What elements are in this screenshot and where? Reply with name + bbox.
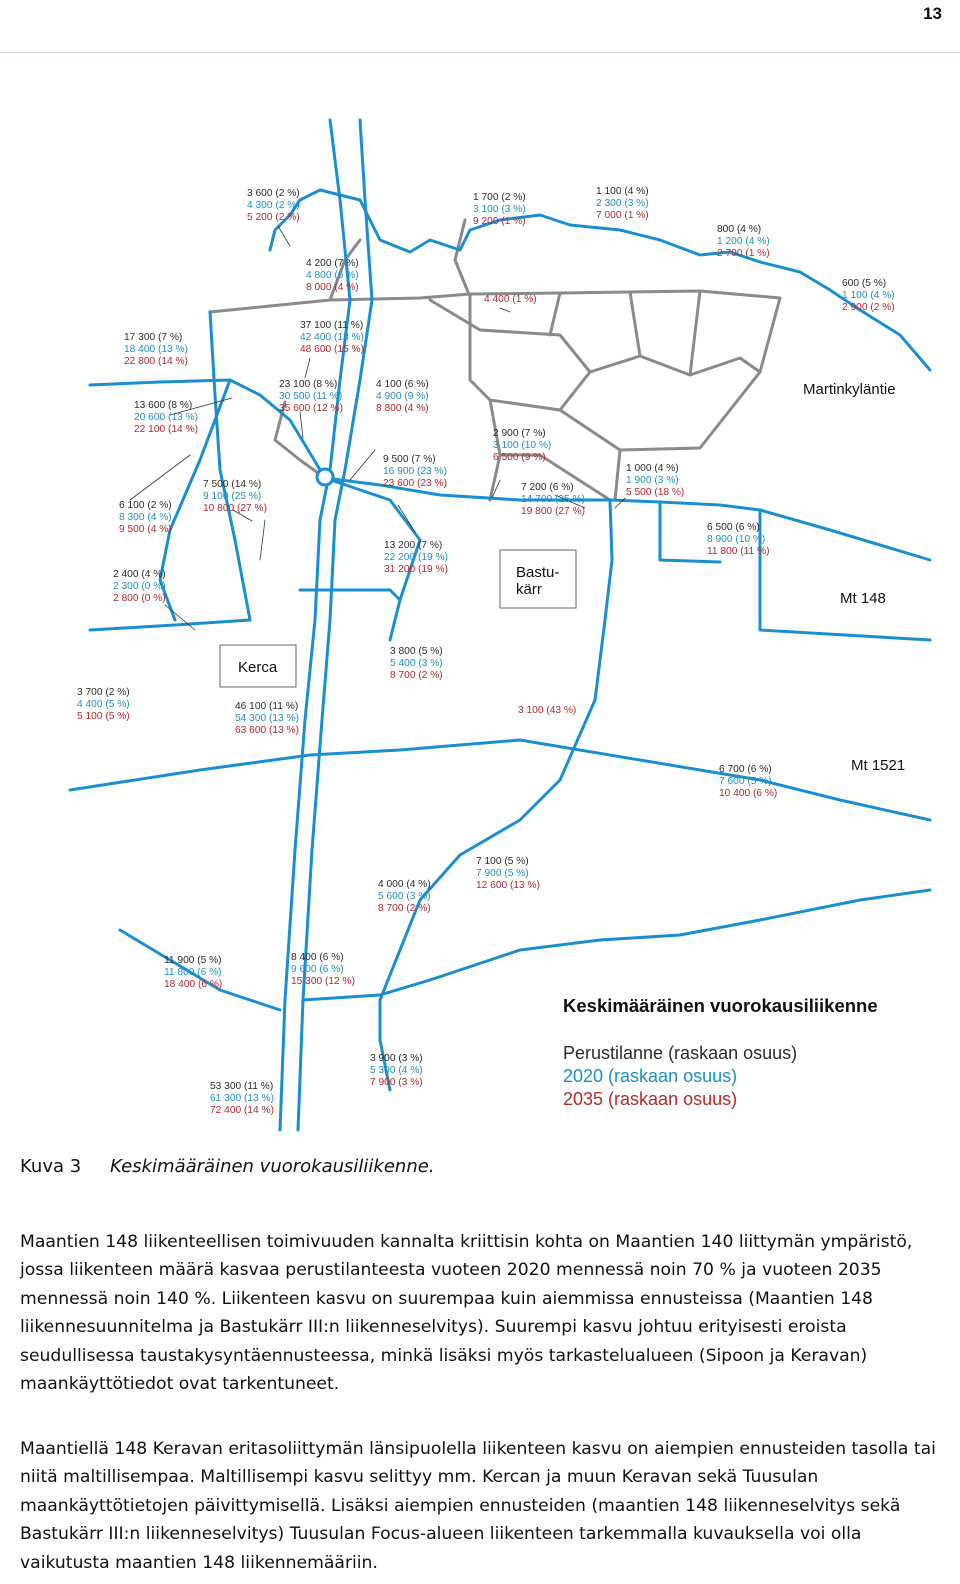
traffic-count-31-2020: 61 300 (13 %)	[210, 1093, 274, 1104]
traffic-count-10-2035: 8 800 (4 %)	[376, 403, 429, 414]
traffic-count-23-2035: 63 600 (13 %)	[235, 725, 299, 736]
traffic-count-13-2035: 23 600 (23 %)	[383, 478, 447, 489]
traffic-count-30-2020: 5 300 (4 %)	[370, 1065, 423, 1076]
traffic-count-7-2020: 18 400 (13 %)	[124, 344, 188, 355]
traffic-count-18-2020: 8 900 (10 %)	[707, 534, 766, 545]
traffic-count-2-2020: 2 300 (3 %)	[596, 198, 649, 209]
traffic-count-4-2020: 4 800 (6 %)	[306, 270, 359, 281]
traffic-count-29-base: 8 400 (6 %)	[291, 952, 344, 963]
traffic-count-11-2020: 20 600 (13 %)	[134, 412, 198, 423]
traffic-count-23-2020: 54 300 (13 %)	[235, 713, 299, 724]
legend-title: Keskimääräinen vuorokausiliikenne	[563, 995, 878, 1016]
traffic-count-31-2035: 72 400 (14 %)	[210, 1105, 274, 1116]
traffic-count-29-2035: 15 300 (12 %)	[291, 976, 355, 987]
traffic-count-16-2035: 19 800 (27 %)	[521, 506, 585, 517]
traffic-count-3-2020: 1 200 (4 %)	[717, 236, 770, 247]
place-bastukarr-line1: Bastu-	[516, 564, 560, 581]
legend	[563, 995, 878, 1109]
traffic-count-27-2035: 8 700 (2 %)	[378, 903, 431, 914]
place-bastukarr-line2: kärr	[516, 581, 542, 598]
traffic-count-7-2035: 22 800 (14 %)	[124, 356, 188, 367]
legend-2020: 2020 (raskaan osuus)	[563, 1066, 738, 1086]
traffic-count-15-2035: 10 800 (27 %)	[203, 503, 267, 514]
traffic-count-11-2035: 22 100 (14 %)	[134, 424, 198, 435]
traffic-count-28-2020: 11 800 (6 %)	[164, 967, 222, 978]
traffic-count-16-2020: 14 700 (25 %)	[521, 494, 585, 505]
traffic-count-29-2020: 9 600 (6 %)	[291, 964, 344, 975]
caption-text: Keskimääräinen vuorokausiliikenne.	[110, 1156, 435, 1177]
traffic-count-25-base: 6 700 (6 %)	[719, 764, 772, 775]
page-number: 13	[923, 4, 942, 23]
legend-base: Perustilanne (raskaan osuus)	[563, 1043, 798, 1063]
caption-number: Kuva 3	[20, 1156, 82, 1177]
traffic-count-28-base: 11 900 (5 %)	[164, 955, 222, 966]
traffic-count-31-base: 53 300 (11 %)	[210, 1081, 274, 1092]
traffic-count-9-base: 23 100 (8 %)	[279, 379, 338, 390]
traffic-count-27-2020: 5 600 (3 %)	[378, 891, 431, 902]
traffic-count-13-2020: 16 900 (23 %)	[383, 466, 447, 477]
traffic-count-12-2035: 6 500 (9 %)	[493, 452, 546, 463]
traffic-count-26-base: 7 100 (5 %)	[476, 856, 529, 867]
traffic-count-12-base: 2 900 (7 %)	[493, 428, 546, 439]
traffic-count-3-base: 800 (4 %)	[717, 224, 762, 235]
traffic-count-5-base: 4 400 (1 %)	[484, 294, 537, 305]
traffic-count-6-2035: 2 900 (2 %)	[842, 302, 895, 313]
traffic-count-28-2035: 18 400 (6 %)	[164, 979, 223, 990]
traffic-count-13-base: 9 500 (7 %)	[383, 454, 436, 465]
traffic-count-0-2035: 5 200 (2 %)	[247, 212, 300, 223]
traffic-count-20-2020: 2 300 (0 %)	[113, 581, 166, 592]
road-martinkylantie: Martinkyläntie	[803, 381, 896, 398]
traffic-count-16-base: 7 200 (6 %)	[521, 482, 574, 493]
traffic-count-8-2020: 42 400 (13 %)	[300, 332, 364, 343]
legend-2035: 2035 (raskaan osuus)	[563, 1089, 738, 1109]
traffic-count-20-base: 2 400 (4 %)	[113, 569, 166, 580]
traffic-count-23-base: 46 100 (11 %)	[235, 701, 299, 712]
traffic-count-19-2020: 22 200 (19 %)	[384, 552, 448, 563]
traffic-count-0-base: 3 600 (2 %)	[247, 188, 300, 199]
traffic-count-4-base: 4 200 (7 %)	[306, 258, 359, 269]
traffic-count-22-base: 3 700 (2 %)	[77, 687, 130, 698]
paragraph-2: Maantiellä 148 Keravan eritasoliittymän länsipuolella liikenteen kasvu on aiempien ennusteiden tasolla tai niitä maltillisempaa. Maltillisempi kasvu selittyy mm. Kercan ja muun Keravan sekä Tuusulan maankäyttötietojen päivittymisellä. Lisäksi aiempien ennusteiden (maantien 148 liikenneselvitys sekä Bastukärr III:n liikenneselvitys) Tuusulan Focus-alueen liikenteen tarkemmalla kuvauksella voi olla vaikutusta maantien 148 liikennemääriin.	[20, 1439, 936, 1573]
traffic-count-6-2020: 1 100 (4 %)	[842, 290, 895, 301]
traffic-count-26-2020: 7 900 (5 %)	[476, 868, 529, 879]
traffic-count-17-2020: 8 300 (4 %)	[119, 512, 172, 523]
traffic-count-9-2020: 30 500 (11 %)	[279, 391, 343, 402]
traffic-count-12-2020: 3 100 (10 %)	[493, 440, 552, 451]
traffic-count-17-2035: 9 500 (4 %)	[119, 524, 172, 535]
traffic-count-25-2035: 10 400 (6 %)	[719, 788, 778, 799]
traffic-count-3-2035: 2 700 (1 %)	[717, 248, 770, 259]
traffic-count-10-base: 4 100 (6 %)	[376, 379, 429, 390]
traffic-count-17-base: 6 100 (2 %)	[119, 500, 172, 511]
traffic-count-19-2035: 31 200 (19 %)	[384, 564, 448, 575]
traffic-count-21-2020: 5 400 (3 %)	[390, 658, 443, 669]
traffic-count-27-base: 4 000 (4 %)	[378, 879, 431, 890]
traffic-count-18-2035: 11 800 (11 %)	[707, 546, 770, 557]
traffic-count-19-base: 13 200 (7 %)	[384, 540, 443, 551]
traffic-count-1-2020: 3 100 (3 %)	[473, 204, 526, 215]
traffic-count-22-2035: 5 100 (5 %)	[77, 711, 130, 722]
traffic-count-1-2035: 9 200 (1 %)	[473, 216, 526, 227]
traffic-count-25-2020: 7 600 (5 %)	[719, 776, 772, 787]
traffic-count-18-base: 6 500 (6 %)	[707, 522, 760, 533]
traffic-count-1-base: 1 700 (2 %)	[473, 192, 526, 203]
traffic-count-21-base: 3 800 (5 %)	[390, 646, 443, 657]
traffic-count-9-2035: 35 600 (12 %)	[279, 403, 343, 414]
traffic-count-4-2035: 8 000 (4 %)	[306, 282, 359, 293]
traffic-count-0-2020: 4 300 (2 %)	[247, 200, 300, 211]
traffic-count-11-base: 13 600 (8 %)	[134, 400, 193, 411]
traffic-count-24-base: 3 100 (43 %)	[518, 705, 577, 716]
road-mt1521: Mt 1521	[851, 757, 906, 774]
place-kerca: Kerca	[238, 659, 278, 676]
road-mt148: Mt 148	[840, 590, 886, 607]
traffic-count-14-2020: 1 900 (3 %)	[626, 475, 679, 486]
traffic-count-14-base: 1 000 (4 %)	[626, 463, 679, 474]
traffic-count-8-2035: 48 600 (15 %)	[300, 344, 364, 355]
traffic-count-30-base: 3 900 (3 %)	[370, 1053, 423, 1064]
traffic-count-21-2035: 8 700 (2 %)	[390, 670, 443, 681]
traffic-count-14-2035: 5 500 (18 %)	[626, 487, 685, 498]
traffic-count-22-2020: 4 400 (5 %)	[77, 699, 130, 710]
traffic-count-26-2035: 12 600 (13 %)	[476, 880, 540, 891]
traffic-count-6-base: 600 (5 %)	[842, 278, 887, 289]
traffic-count-20-2035: 2 800 (0 %)	[113, 593, 166, 604]
figure-caption	[20, 1156, 435, 1177]
traffic-count-15-2020: 9 100 (25 %)	[203, 491, 262, 502]
traffic-count-30-2035: 7 900 (3 %)	[370, 1077, 423, 1088]
traffic-count-2-2035: 7 000 (1 %)	[596, 210, 649, 221]
traffic-count-15-base: 7 500 (14 %)	[203, 479, 262, 490]
traffic-count-8-base: 37 100 (11 %)	[300, 320, 364, 331]
paragraph-1: Maantien 148 liikenteellisen toimivuuden kannalta kriittisin kohta on Maantien 140 liittymän ympäristö, jossa liikenteen määrä kasvaa perustilanteesta vuoteen 2020 mennessä noin 70 % ja vuoteen 2035 mennessä noin 140 %. Liikenteen kasvu on suurempaa kuin aiemmissa ennusteissa (Maantien 148 liikennesuunnitelma ja Bastukärr III:n liikenneselvitys). Suurempi kasvu johtuu erityisesti eroista seudullisessa taustakysyntäennusteessa, minkä lisäksi myös tarkastelualueen (Sipoon ja Keravan) maankäyttötiedot ovat tarkentuneet.	[20, 1232, 913, 1395]
traffic-count-7-base: 17 300 (7 %)	[124, 332, 183, 343]
traffic-count-10-2020: 4 900 (9 %)	[376, 391, 429, 402]
traffic-count-2-base: 1 100 (4 %)	[596, 186, 649, 197]
